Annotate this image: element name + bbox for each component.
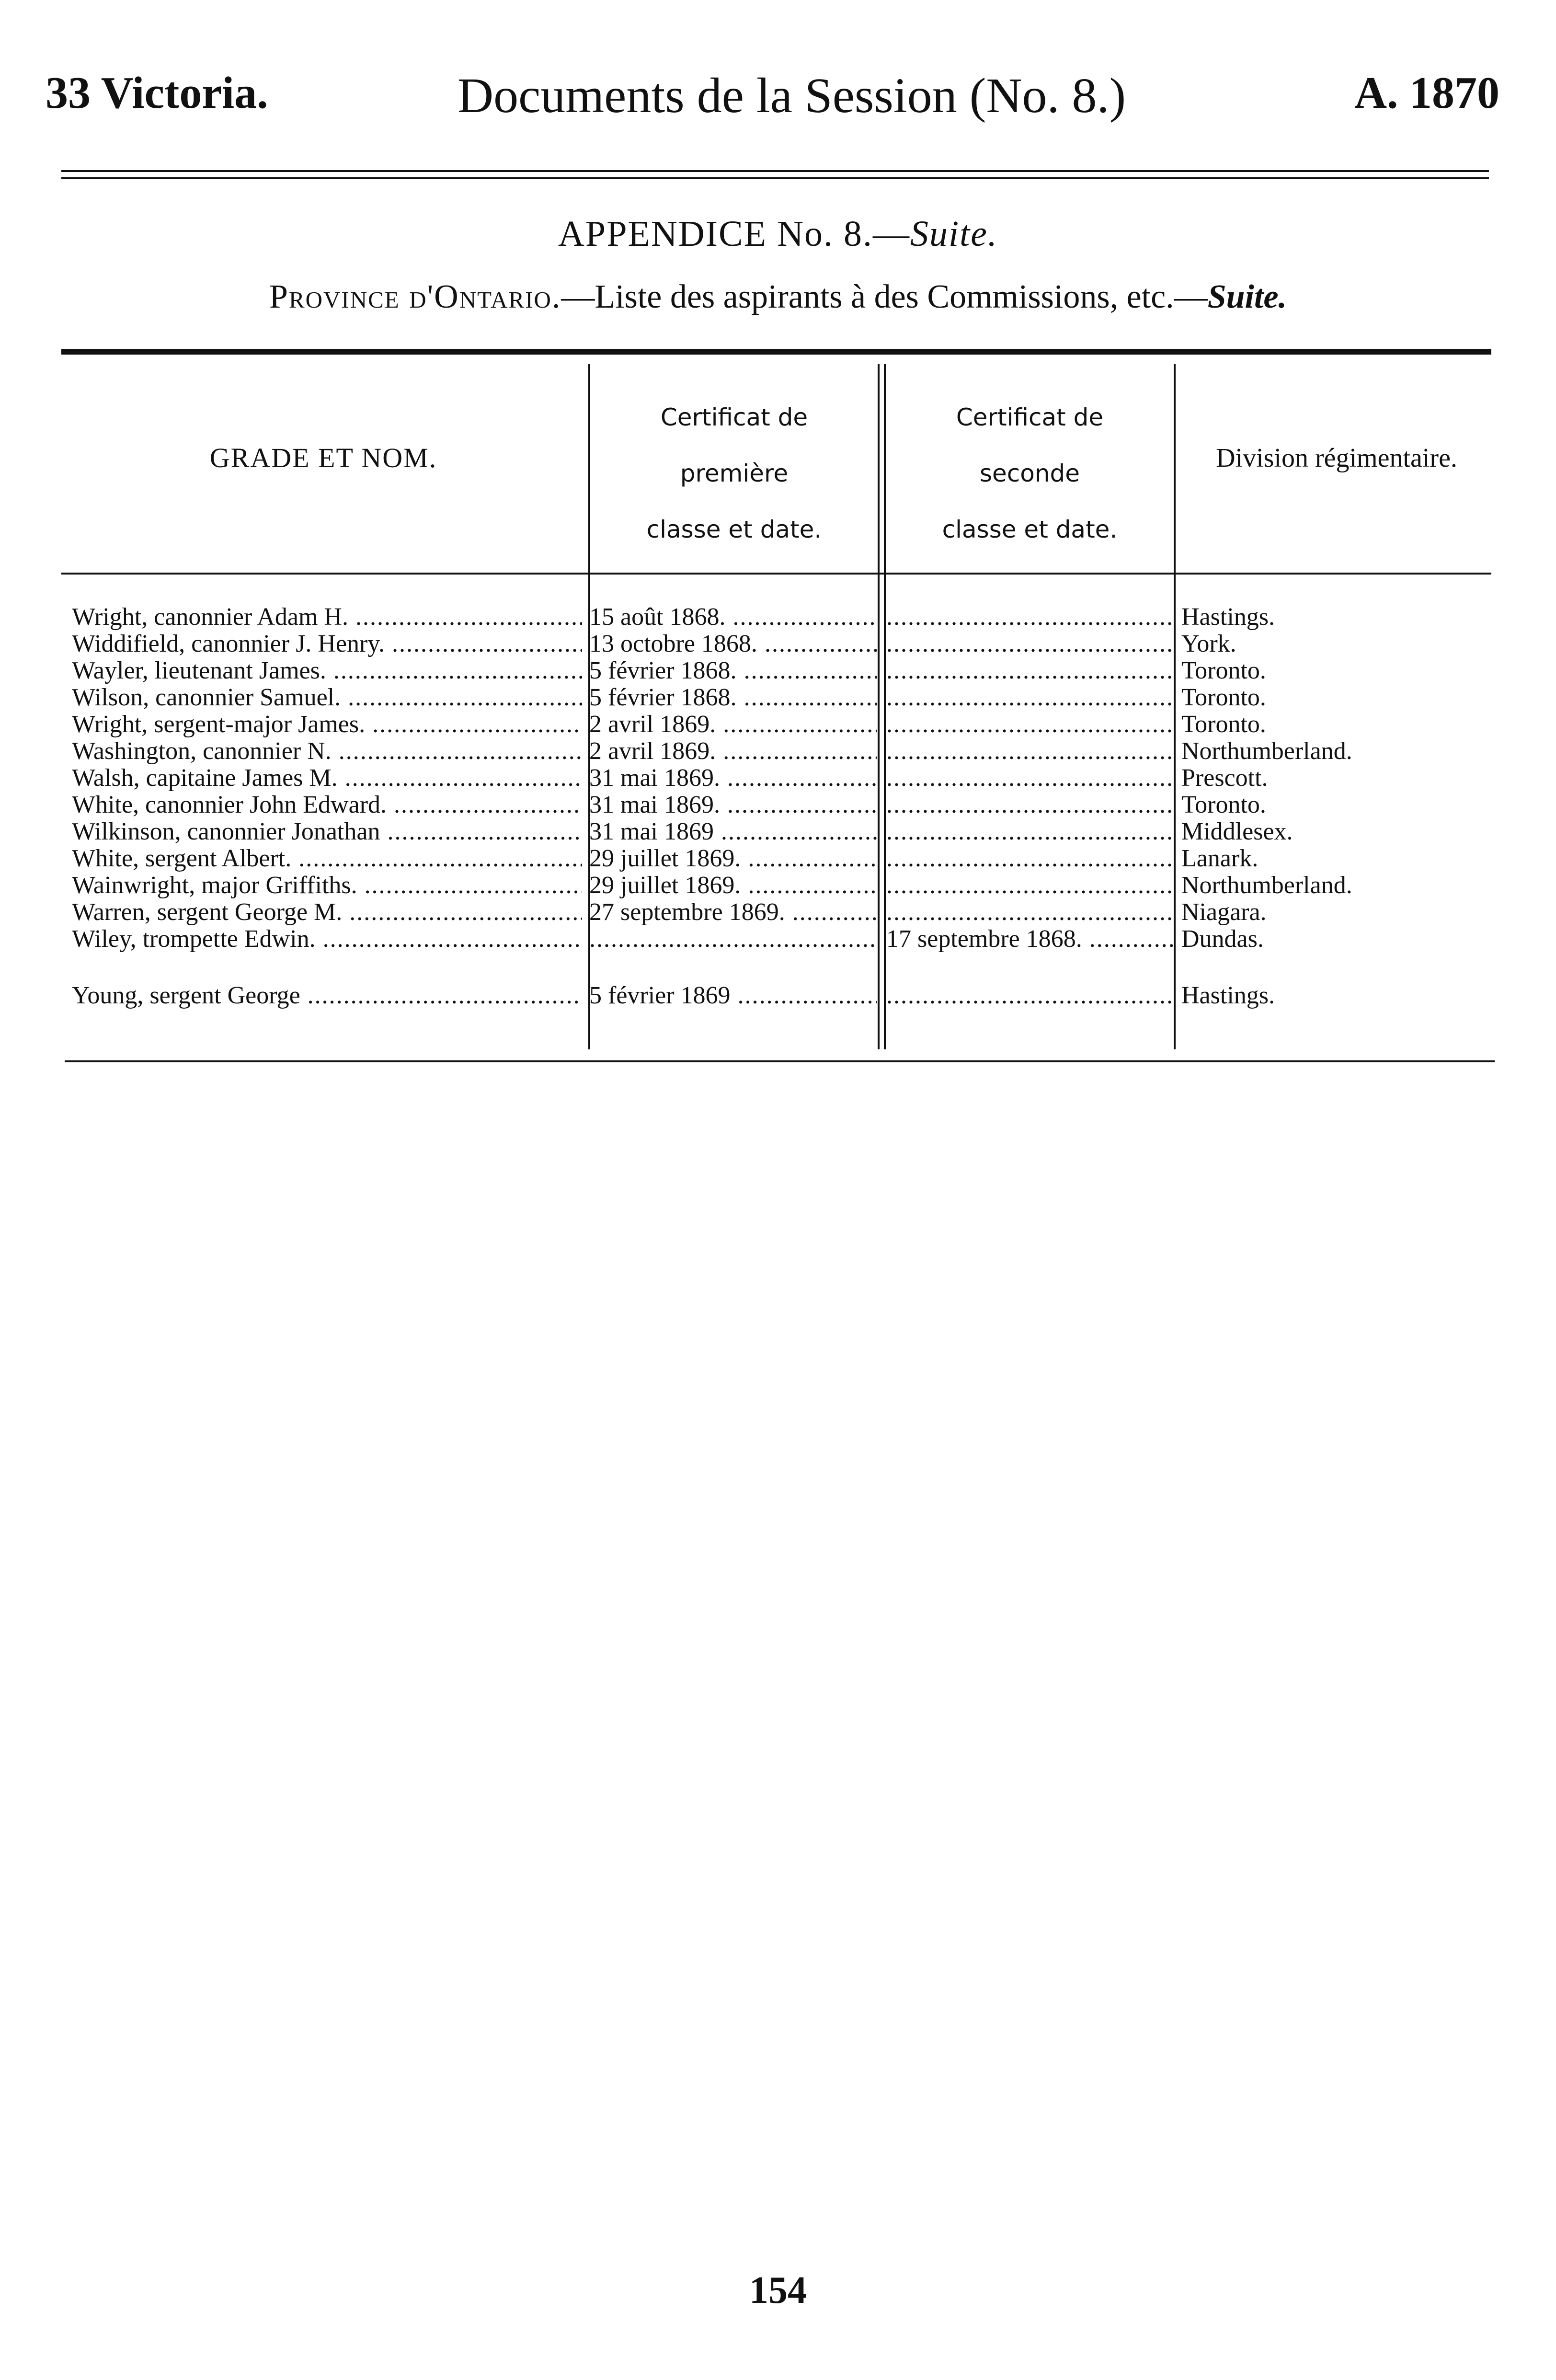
header-second-line3: classe et date. — [942, 516, 1118, 543]
running-head-left: 33 Victoria. — [46, 68, 268, 118]
row-first-cert: 2 avril 1869. ..... — [589, 711, 877, 738]
row-second-cert — [886, 765, 1174, 792]
table-row — [72, 845, 1490, 872]
province-suite: Suite. — [1207, 278, 1287, 315]
header-first-line2: première — [680, 460, 789, 487]
page-number: 154 — [749, 2269, 807, 2311]
row-second-cert — [886, 872, 1174, 899]
header-grade: GRADE ET NOM. — [209, 442, 437, 473]
row-division: Toronto. — [1181, 711, 1266, 738]
row-first-cert: 15 août 1868. ..... — [589, 604, 877, 631]
running-head — [46, 57, 1499, 125]
row-name: White, sergent Albert. ..... — [72, 845, 582, 872]
province-name: Province d'Ontario. — [269, 278, 561, 315]
table-row — [72, 872, 1490, 899]
header-second-line1: Certificat de — [956, 403, 1104, 431]
header-rule-top — [61, 170, 1489, 172]
running-head-center: Documents de la Session (No. 8.) — [458, 68, 1126, 123]
row-second-cert — [886, 899, 1174, 926]
row-name: Wilson, canonnier Samuel. ..... — [72, 684, 582, 711]
province-subtitle: —Liste des aspirants à des Commissions, etc.— — [561, 278, 1208, 315]
appendix-suite: Suite. — [910, 214, 998, 254]
row-first-cert: 13 octobre 1868. ..... — [589, 631, 877, 657]
row-division: Hastings. — [1181, 982, 1275, 1009]
header-division: Division régimentaire. — [1216, 443, 1457, 473]
row-second-cert — [886, 631, 1174, 657]
row-division: Lanark. — [1181, 845, 1259, 872]
row-name: Wright, canonnier Adam H. ..... — [72, 604, 582, 631]
row-second-cert — [886, 982, 1174, 1009]
row-second-cert — [886, 604, 1174, 631]
row-name: Walsh, capitaine James M. ..... — [72, 765, 582, 792]
table-row — [72, 765, 1490, 792]
row-second-cert: 17 septembre 1868. ..... — [886, 926, 1174, 953]
table-bottom-rule — [65, 1060, 1495, 1062]
row-division: Northumberland. — [1181, 738, 1352, 765]
table-row — [72, 792, 1490, 818]
row-first-cert: 2 avril 1869. ..... — [589, 738, 877, 765]
row-first-cert — [589, 926, 877, 953]
row-first-cert: 5 février 1868. ..... — [589, 657, 877, 684]
row-second-cert — [886, 657, 1174, 684]
row-division: Northumberland. — [1181, 872, 1352, 899]
row-second-cert — [886, 792, 1174, 818]
province-heading — [0, 278, 1556, 316]
table-row — [72, 738, 1490, 765]
table-row — [72, 926, 1490, 953]
table-row — [72, 631, 1490, 657]
table-row — [72, 818, 1490, 845]
row-division: Toronto. — [1181, 684, 1266, 711]
running-head-right: A. 1870 — [1354, 68, 1499, 118]
row-division: Prescott. — [1181, 765, 1268, 792]
table-row — [72, 982, 1490, 1009]
header-bottom-rule — [61, 573, 1491, 575]
table-row — [72, 657, 1490, 684]
row-division: Niagara. — [1181, 899, 1267, 926]
table-row — [72, 899, 1490, 926]
row-name: Wayler, lieutenant James. ..... — [72, 657, 582, 684]
header-rule-bottom — [61, 177, 1489, 179]
row-name: Wilkinson, canonnier Jonathan ..... — [72, 818, 582, 845]
row-division: Middlesex. — [1181, 818, 1293, 845]
row-name: Wainwright, major Griffiths. ..... — [72, 872, 582, 899]
header-first-line3: classe et date. — [646, 516, 822, 543]
row-second-cert — [886, 684, 1174, 711]
row-division: Toronto. — [1181, 657, 1266, 684]
row-second-cert — [886, 711, 1174, 738]
row-second-cert — [886, 738, 1174, 765]
appendix-heading — [0, 213, 1556, 255]
row-first-cert: 5 février 1869 ..... — [589, 982, 877, 1009]
table-row — [72, 604, 1490, 631]
row-first-cert: 29 juillet 1869. ..... — [589, 845, 877, 872]
row-division: Hastings. — [1181, 604, 1275, 631]
row-name: Warren, sergent George M. ..... — [72, 899, 582, 926]
row-second-cert — [886, 818, 1174, 845]
row-second-cert — [886, 845, 1174, 872]
row-division: York. — [1181, 631, 1236, 657]
row-name: White, canonnier John Edward. ..... — [72, 792, 582, 818]
row-first-cert: 31 mai 1869. ..... — [589, 765, 877, 792]
row-division: Toronto. — [1181, 792, 1266, 818]
row-first-cert: 5 février 1868. ..... — [589, 684, 877, 711]
row-first-cert: 31 mai 1869. ..... — [589, 792, 877, 818]
appendix-title: APPENDICE No. 8.— — [558, 214, 910, 254]
table-row — [72, 684, 1490, 711]
row-first-cert: 29 juillet 1869. ..... — [589, 872, 877, 899]
row-name: Wright, sergent-major James. ..... — [72, 711, 582, 738]
row-name: Wiley, trompette Edwin. ..... — [72, 926, 582, 953]
row-first-cert: 27 septembre 1869. ..... — [589, 899, 877, 926]
row-name: Washington, canonnier N. ..... — [72, 738, 582, 765]
table-top-rule — [61, 349, 1491, 355]
row-division: Dundas. — [1181, 926, 1264, 953]
header-second-line2: seconde — [979, 460, 1080, 487]
header-first-line1: Certificat de — [660, 403, 808, 431]
row-first-cert: 31 mai 1869 ..... — [589, 818, 877, 845]
row-name: Young, sergent George ..... — [72, 982, 582, 1009]
row-name: Widdifield, canonnier J. Henry. ..... — [72, 631, 582, 657]
table-row — [72, 711, 1490, 738]
